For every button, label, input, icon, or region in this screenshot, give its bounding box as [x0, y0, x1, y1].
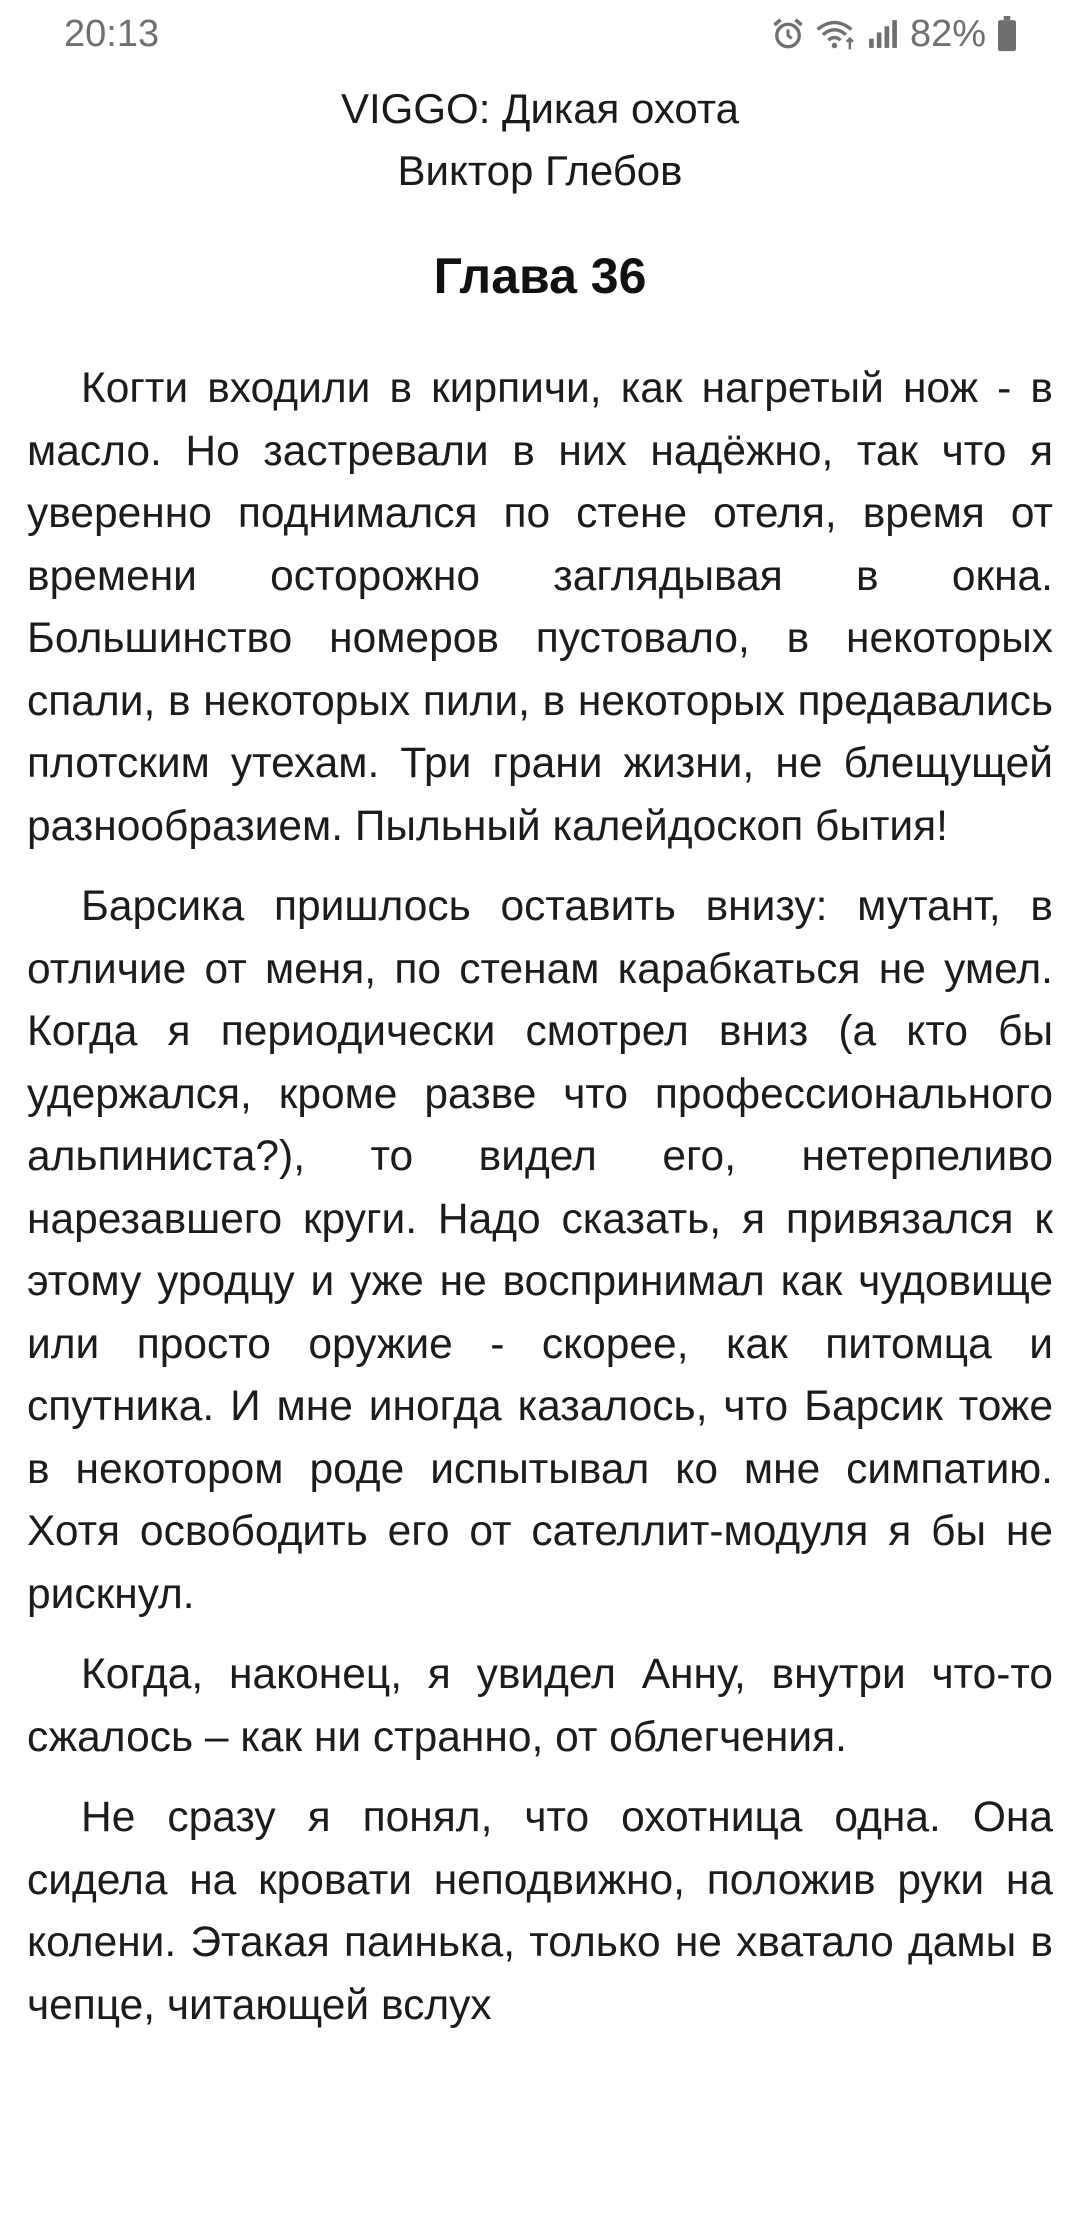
status-time: 20:13: [64, 12, 160, 55]
paragraph: Не сразу я понял, что охотница одна. Она сидела на кровати неподвижно, положив руки на колени. Этакая паинька, только не хватало дамы в чепце, читающей вслух: [27, 1794, 1053, 2029]
book-author: Виктор Глебов: [397, 147, 683, 194]
reader-text[interactable]: [27, 358, 1053, 2055]
battery-text: 82%: [909, 12, 986, 55]
book-header: [0, 78, 1080, 202]
chapter-title: Глава 36: [433, 248, 647, 304]
paragraph: Когда, наконец, я увидел Анну, внутри что-то сжалось – как ни странно, от облегчения.: [27, 1651, 1053, 1761]
book-title: VIGGO: Дикая охота: [341, 85, 739, 132]
paragraph: Когти входили в кирпичи, как нагретый нож - в масло. Но застревали в них надёжно, так что я уверенно поднимался по стене отеля, время от времени осторожно заглядывая в окна. Большинство номеров пустовало, в некоторых спали, в некоторых пили, в некоторых предавались плотским утехам. Три грани жизни, не блещущей разнообразием. Пыльный калейдоскоп бытия!: [27, 365, 1053, 850]
signal-icon: [866, 18, 900, 50]
status-bar: [0, 0, 1080, 68]
battery-icon: [996, 16, 1018, 52]
paragraph: Барсика пришлось оставить внизу: мутант, в отличие от меня, по стенам карабкаться не умел. Когда я периодически смотрел вниз (а кто бы удержался, кроме разве что профессионального альпиниста?), то видел его, нетерпеливо нарезавшего круги. Надо сказать, я привязался к этому уродцу и уже не воспринимал как чудовище или просто оружие - скорее, как питомца и спутника. И мне иногда казалось, что Барсик тоже в некотором роде испытывал ко мне симпатию. Хотя освободить его от сателлит-модуля я бы не рискнул.: [27, 883, 1053, 1618]
alarm-icon: [770, 16, 806, 52]
status-icons: [770, 13, 1018, 56]
wifi-icon: [816, 17, 856, 51]
